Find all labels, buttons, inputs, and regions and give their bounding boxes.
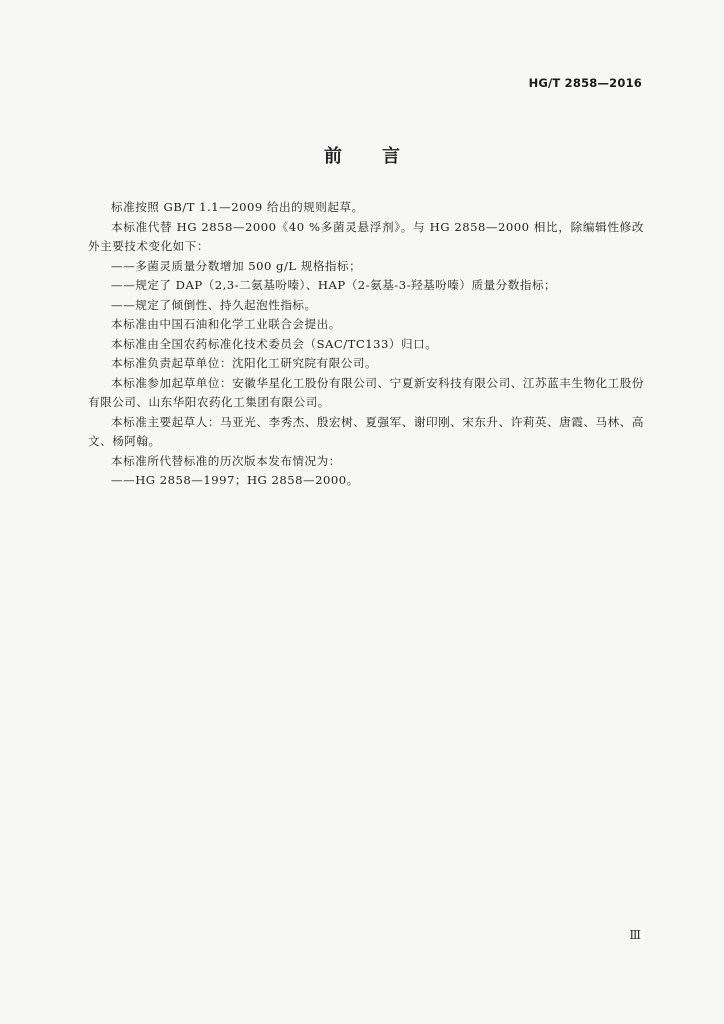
paragraph-administered-by: 本标准由全国农药标准化技术委员会（SAC/TC133）归口。 (111, 336, 438, 351)
page-title (0, 142, 724, 168)
paragraph-replacement: 本标准代替 HG 2858—2000《40 %多菌灵悬浮剂》。与 HG 2858—2000 相比，除编辑性修改外主要技术变化如下： (88, 219, 644, 253)
paragraph-proposed-by: 本标准由中国石油和化学工业联合会提出。 (111, 317, 341, 331)
page-number: Ⅲ (629, 928, 641, 942)
change-item: ——多菌灵质量分数增加 500 g/L 规格指标； (111, 258, 362, 273)
previous-edition-item: ——HG 2858—1997；HG 2858—2000。 (111, 473, 359, 487)
paragraph-participating-drafters: 本标准参加起草单位：安徽华星化工股份有限公司、宁夏新安科技有限公司、江苏蓝丰生物化工股份有限公司、山东华阳农药化工集团有限公司。 (88, 375, 644, 409)
change-item: ——规定了 DAP（2,3-二氨基吩嗪）、HAP（2-氨基-3-羟基吩嗪）质量分数指标； (111, 278, 557, 292)
foreword-body (88, 198, 644, 491)
title-char-2: 言 (382, 146, 400, 167)
change-item: ——规定了倾倒性、持久起泡性指标。 (111, 297, 317, 312)
paragraph-previous-editions: 本标准所代替标准的历次版本发布情况为： (111, 453, 341, 468)
document-code: HG/T 2858—2016 (528, 76, 642, 90)
paragraph-responsible-drafter: 本标准负责起草单位：沈阳化工研究院有限公司。 (111, 356, 378, 370)
title-char-1: 前 (324, 146, 342, 167)
paragraph-main-drafters: 本标准主要起草人：马亚光、李秀杰、殷宏树、夏强军、谢印刚、宋东升、许莉英、唐霞、马林、高文、杨阿翰。 (88, 414, 644, 448)
paragraph-drafting-rules: 标准按照 GB/T 1.1—2009 给出的规则起草。 (111, 200, 364, 214)
